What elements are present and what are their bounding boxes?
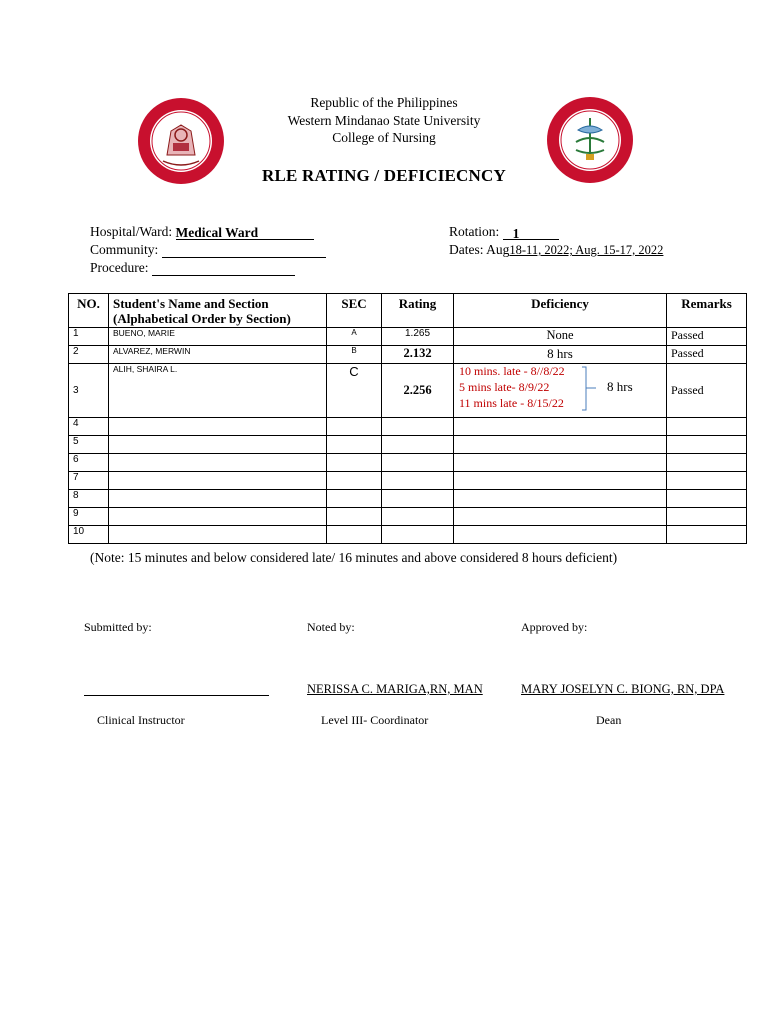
rotation-value: 1 (503, 226, 559, 240)
header-rating: Rating (382, 294, 454, 328)
row-no: 5 (69, 436, 109, 454)
header-remarks: Remarks (667, 294, 747, 328)
row-sec: A (327, 328, 382, 346)
header-sec: SEC (327, 294, 382, 328)
table-row (69, 454, 747, 472)
row-no: 10 (69, 526, 109, 544)
procedure-field (90, 260, 295, 276)
row-remarks: Passed (667, 346, 747, 364)
row-deficiency (454, 364, 667, 418)
rotation-label: Rotation: (449, 224, 500, 239)
dates-label: Dates: (449, 242, 484, 257)
brace-icon (580, 366, 600, 412)
row-name: ALIH, SHAIRA L. (109, 364, 327, 418)
row-name: ALVAREZ, MERWIN (109, 346, 327, 364)
rotation-field (449, 224, 559, 240)
row-remarks: Passed (667, 328, 747, 346)
late-entry: 10 mins. late - 8//8/22 (459, 364, 565, 378)
republic-line: Republic of the Philippines (310, 95, 458, 110)
row-deficiency: None (454, 328, 667, 346)
table-row (69, 436, 747, 454)
noted-by-label: Noted by: (307, 620, 355, 634)
table-row (69, 418, 747, 436)
hospital-ward-value: Medical Ward (176, 225, 314, 240)
row-no: 4 (69, 418, 109, 436)
header-deficiency: Deficiency (454, 294, 667, 328)
community-label: Community: (90, 242, 159, 257)
table-header-row (69, 294, 747, 328)
row-rating: 1.265 (382, 328, 454, 346)
total-deficiency: 8 hrs (607, 379, 633, 394)
table-row (69, 472, 747, 490)
procedure-label: Procedure: (90, 260, 149, 275)
table-row (69, 508, 747, 526)
header-no: NO. (69, 294, 109, 328)
college-line: College of Nursing (332, 130, 436, 145)
table-row (69, 490, 747, 508)
dates-value: 18-11, 2022; Aug. 15-17, 2022 (509, 243, 664, 257)
late-entry: 11 mins late - 8/15/22 (459, 396, 564, 410)
hospital-ward-field (90, 224, 314, 240)
procedure-blank (152, 261, 295, 276)
row-rating: 2.132 (382, 346, 454, 364)
row-no: 1 (69, 328, 109, 346)
row-deficiency: 8 hrs (454, 346, 667, 364)
row-remarks: Passed (667, 364, 747, 418)
submitted-by-title: Clinical Instructor (97, 713, 185, 727)
approved-by-name: MARY JOSELYN C. BIONG, RN, DPA (521, 682, 725, 696)
approved-by-label: Approved by: (521, 620, 588, 634)
community-field (90, 242, 326, 258)
row-no: 3 (69, 364, 109, 418)
row-no: 2 (69, 346, 109, 364)
row-sec: C (327, 364, 382, 418)
row-name: BUENO, MARIE (109, 328, 327, 346)
row-no: 8 (69, 490, 109, 508)
hospital-ward-label: Hospital/Ward: (90, 224, 173, 239)
row-rating: 2.256 (382, 364, 454, 418)
signature-line (84, 695, 269, 696)
table-row (69, 526, 747, 544)
dates-field (449, 242, 663, 258)
rating-table (68, 293, 747, 544)
table-row (69, 346, 747, 364)
row-sec: B (327, 346, 382, 364)
community-blank (162, 243, 326, 258)
header-student-name: Student's Name and Section (Alphabetical Order by Section) (109, 294, 327, 328)
submitted-by-label: Submitted by: (84, 620, 152, 634)
dates-prefix: Aug (486, 242, 510, 257)
late-entry: 5 mins late- 8/9/22 (459, 380, 550, 394)
document-title: RLE RATING / DEFICIECNCY (262, 166, 506, 185)
table-row (69, 364, 747, 418)
noted-by-name: NERISSA C. MARIGA,RN, MAN (307, 682, 483, 696)
note-text: (Note: 15 minutes and below considered late/ 16 minutes and above considered 8 hours deficient) (90, 550, 618, 565)
row-no: 9 (69, 508, 109, 526)
row-no: 6 (69, 454, 109, 472)
table-row (69, 328, 747, 346)
row-no: 7 (69, 472, 109, 490)
university-line: Western Mindanao State University (287, 113, 481, 128)
noted-by-title: Level III- Coordinator (321, 713, 429, 727)
approved-by-title: Dean (596, 713, 622, 727)
